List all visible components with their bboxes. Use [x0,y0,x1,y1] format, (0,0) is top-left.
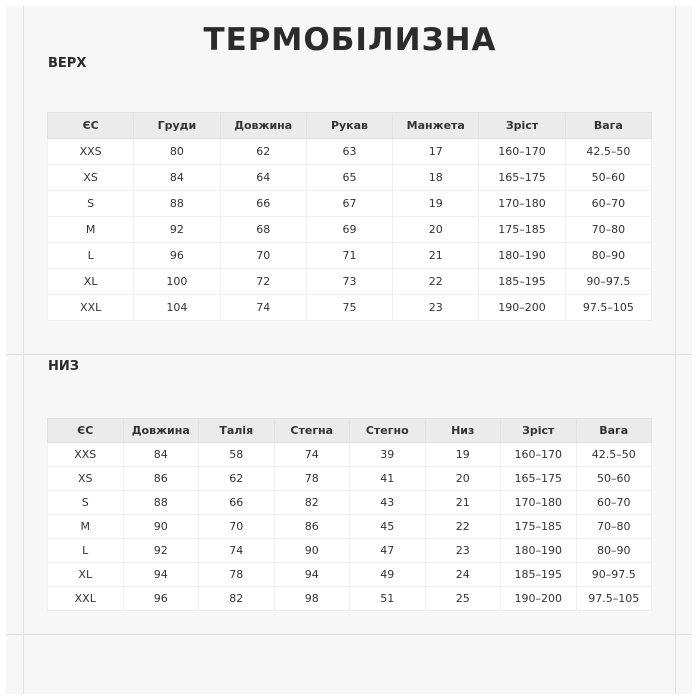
value-cell: 165–175 [501,467,577,491]
value-cell: 80–90 [565,243,651,269]
value-cell: 104 [134,295,220,321]
column-header: Рукав [306,113,392,139]
value-cell: 78 [274,467,350,491]
value-cell: 98 [274,587,350,611]
value-cell: 73 [306,269,392,295]
column-header: Вага [565,113,651,139]
right-guide-line [675,6,676,694]
table-row [48,217,652,243]
value-cell: 39 [350,443,426,467]
value-cell: 190–200 [479,295,565,321]
table-header-row [48,113,652,139]
size-cell: XXL [48,587,124,611]
value-cell: 66 [220,191,306,217]
value-cell: 180–190 [501,539,577,563]
value-cell: 165–175 [479,165,565,191]
size-cell: S [48,491,124,515]
table-row [48,491,652,515]
table-header-row [48,419,652,443]
table-row [48,515,652,539]
table-row [48,165,652,191]
value-cell: 97.5–105 [565,295,651,321]
bottom-divider [6,634,692,635]
value-cell: 62 [220,139,306,165]
value-cell: 66 [199,491,275,515]
value-cell: 78 [199,563,275,587]
value-cell: 20 [425,467,501,491]
value-cell: 88 [123,491,199,515]
table-row [48,539,652,563]
value-cell: 23 [425,539,501,563]
column-header: Довжина [123,419,199,443]
size-cell: L [48,539,124,563]
column-header: ЄС [48,419,124,443]
value-cell: 50–60 [576,467,652,491]
value-cell: 100 [134,269,220,295]
value-cell: 185–195 [479,269,565,295]
size-cell: XL [48,269,134,295]
size-cell: XXS [48,139,134,165]
section-divider [6,354,692,355]
value-cell: 80 [134,139,220,165]
size-cell: XXS [48,443,124,467]
value-cell: 94 [123,563,199,587]
value-cell: 45 [350,515,426,539]
size-table-top [47,112,652,321]
value-cell: 42.5–50 [576,443,652,467]
value-cell: 65 [306,165,392,191]
value-cell: 96 [134,243,220,269]
table-row [48,139,652,165]
value-cell: 92 [134,217,220,243]
table-row [48,443,652,467]
value-cell: 160–170 [501,443,577,467]
value-cell: 74 [199,539,275,563]
value-cell: 69 [306,217,392,243]
value-cell: 50–60 [565,165,651,191]
value-cell: 24 [425,563,501,587]
value-cell: 75 [306,295,392,321]
value-cell: 90 [274,539,350,563]
column-header: Вага [576,419,652,443]
table-row [48,269,652,295]
size-cell: M [48,515,124,539]
column-header: Стегно [350,419,426,443]
value-cell: 86 [274,515,350,539]
size-cell: XXL [48,295,134,321]
value-cell: 80–90 [576,539,652,563]
value-cell: 96 [123,587,199,611]
value-cell: 21 [393,243,479,269]
value-cell: 175–185 [479,217,565,243]
value-cell: 72 [220,269,306,295]
value-cell: 22 [393,269,479,295]
value-cell: 90 [123,515,199,539]
value-cell: 20 [393,217,479,243]
value-cell: 49 [350,563,426,587]
column-header: Манжета [393,113,479,139]
value-cell: 21 [425,491,501,515]
table-row [48,243,652,269]
value-cell: 19 [425,443,501,467]
column-header: Зріст [501,419,577,443]
value-cell: 94 [274,563,350,587]
size-cell: L [48,243,134,269]
column-header: Талія [199,419,275,443]
value-cell: 70–80 [565,217,651,243]
value-cell: 170–180 [479,191,565,217]
value-cell: 67 [306,191,392,217]
value-cell: 84 [134,165,220,191]
value-cell: 22 [425,515,501,539]
value-cell: 92 [123,539,199,563]
table-row [48,191,652,217]
value-cell: 82 [274,491,350,515]
section-label-top: ВЕРХ [48,56,87,71]
value-cell: 19 [393,191,479,217]
value-cell: 70–80 [576,515,652,539]
column-header: Груди [134,113,220,139]
value-cell: 63 [306,139,392,165]
value-cell: 70 [199,515,275,539]
value-cell: 170–180 [501,491,577,515]
left-guide-line [23,6,24,694]
size-cell: S [48,191,134,217]
value-cell: 23 [393,295,479,321]
value-cell: 42.5–50 [565,139,651,165]
page-title: ТЕРМОБІЛИЗНА [203,22,497,58]
value-cell: 74 [220,295,306,321]
value-cell: 18 [393,165,479,191]
value-cell: 58 [199,443,275,467]
value-cell: 90–97.5 [565,269,651,295]
value-cell: 64 [220,165,306,191]
table-row [48,467,652,491]
table-row [48,587,652,611]
size-cell: XS [48,165,134,191]
value-cell: 82 [199,587,275,611]
value-cell: 84 [123,443,199,467]
column-header: Зріст [479,113,565,139]
table-row [48,295,652,321]
value-cell: 88 [134,191,220,217]
value-cell: 62 [199,467,275,491]
value-cell: 25 [425,587,501,611]
value-cell: 180–190 [479,243,565,269]
value-cell: 190–200 [501,587,577,611]
value-cell: 97.5–105 [576,587,652,611]
value-cell: 43 [350,491,426,515]
column-header: Довжина [220,113,306,139]
table-row [48,563,652,587]
section-label-bottom: НИЗ [48,359,79,374]
column-header: Низ [425,419,501,443]
value-cell: 71 [306,243,392,269]
value-cell: 86 [123,467,199,491]
value-cell: 51 [350,587,426,611]
value-cell: 17 [393,139,479,165]
size-cell: M [48,217,134,243]
value-cell: 185–195 [501,563,577,587]
column-header: Стегна [274,419,350,443]
value-cell: 90–97.5 [576,563,652,587]
column-header: ЄС [48,113,134,139]
value-cell: 70 [220,243,306,269]
value-cell: 160–170 [479,139,565,165]
value-cell: 60–70 [565,191,651,217]
value-cell: 74 [274,443,350,467]
size-cell: XS [48,467,124,491]
size-cell: XL [48,563,124,587]
value-cell: 175–185 [501,515,577,539]
value-cell: 68 [220,217,306,243]
value-cell: 60–70 [576,491,652,515]
value-cell: 41 [350,467,426,491]
size-table-bottom [47,418,652,611]
value-cell: 47 [350,539,426,563]
